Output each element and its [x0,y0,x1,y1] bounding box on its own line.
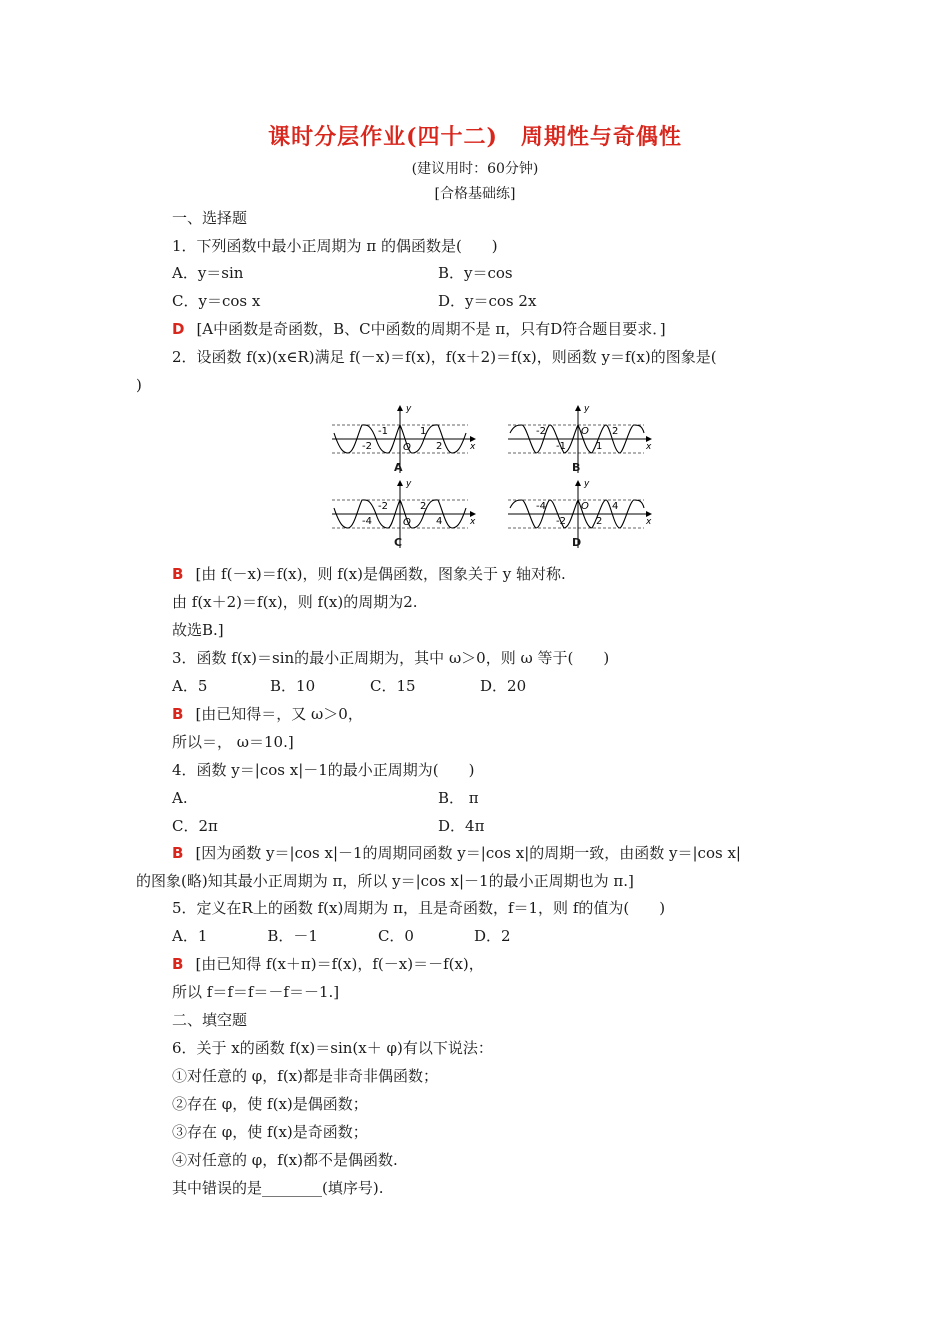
q1-option-b: B．y＝cos [438,264,513,282]
graph-a-origin: O [403,442,411,453]
q6-fill-blank: 其中错误的是________(填序号). [172,1179,384,1197]
graph-b-x-label: x [646,442,652,452]
q5-options: A．1 B．－1 C．0 D．2 [172,927,511,945]
graph-b-tick-1: -2 [536,426,546,437]
q5-answer: B [172,955,184,973]
q3-option-c: C．15 [370,677,416,695]
page-title: 课时分层作业(四十二) 周期性与奇偶性 [268,124,682,150]
q3-answer: B [172,705,184,723]
q4-answer: B [172,844,184,862]
q1-option-a: A．y＝sin [172,264,244,282]
graph-b-origin: O [581,426,589,437]
graph-b-tick-4: 1 [596,441,603,452]
q3-stem: 3．函数 f(x)＝sin的最小正周期为，其中 ω＞0，则 ω 等于( ) [172,649,610,667]
q6-statement-3: ③存在 φ，使 f(x)是奇函数； [172,1123,368,1141]
graph-c-y-label: y [406,479,412,489]
graph-c-tick-3: -4 [362,516,372,527]
q1-stem: 1．下列函数中最小正周期为 π 的偶函数是( ) [172,237,498,255]
q6-statement-1: ①对任意的 φ，f(x)都是非奇非偶函数； [172,1067,438,1085]
graph-a-y-label: y [406,404,412,414]
q1-option-d: D．y＝cos 2x [438,292,537,310]
q3-option-b: B．10 [270,677,316,695]
graph-option-b [506,403,656,482]
graph-a-caption: A [394,461,403,474]
graph-d-y-label: y [584,479,590,489]
graph-d-tick-2: 4 [612,501,619,512]
q3-solution [172,704,363,724]
q4-stem: 4．函数 y＝|cos x|－1的最小正周期为( ) [172,761,475,779]
graph-option-d [506,478,656,557]
q6-stem: 6．关于 x的函数 f(x)＝sin(x＋ φ)有以下说法： [172,1039,493,1057]
graph-c-tick-1: -2 [378,501,388,512]
graph-a-x-label: x [470,442,476,452]
q4-option-d: D．4π [438,817,485,835]
q1-explanation: [A中函数是奇函数，B、C中函数的周期不是 π，只有D符合题目要求．] [196,320,666,338]
q2-explanation-2: 由 f(x＋2)＝f(x)，则 f(x)的周期为2. [172,593,418,611]
q2-explanation-1: [由 f(－x)＝f(x)，则 f(x)是偶函数，图象关于 y 轴对称. [195,565,566,583]
section-tag: [合格基础练] [434,186,516,202]
graph-c-x-label: x [470,517,476,527]
q3-option-a: A．5 [172,677,208,695]
graph-option-a [330,403,480,482]
graph-d-tick-3: -2 [556,516,566,527]
graph-a-tick-4: 2 [436,441,443,452]
part-heading-choice: 一、选择题 [172,209,248,227]
q5-explanation-1: [由已知得 f(x＋π)＝f(x)，f(－x)＝－f(x)， [195,955,484,973]
q4-option-c: C．2π [172,817,218,835]
q3-explanation-2: 所以＝， ω＝10.] [172,733,294,751]
q4-option-b: B． π [438,789,479,807]
q3-explanation-1: [由已知得＝，又 ω＞0， [195,705,363,723]
graph-a-tick-2: 1 [420,426,427,437]
q1-solution [172,319,666,339]
graph-b-tick-3: -1 [556,441,566,452]
q1-answer: D [172,320,185,338]
graph-d-caption: D [572,536,582,549]
graph-c-tick-4: 4 [436,516,443,527]
q1-option-c: C．y＝cos x [172,292,261,310]
graph-d-tick-1: -4 [536,501,546,512]
graph-d-origin: O [581,501,589,512]
q5-solution [172,954,484,974]
graph-c-caption: C [394,536,403,549]
q3-option-d: D．20 [480,677,527,695]
q4-option-a: A. [172,789,188,807]
q2-explanation-3: 故选B.] [172,621,224,639]
graph-d-tick-4: 2 [596,516,603,527]
graph-c-tick-2: 2 [420,501,427,512]
q6-statement-4: ④对任意的 φ，f(x)都不是偶函数. [172,1151,398,1169]
q4-explanation-1: [因为函数 y＝|cos x|－1的周期同函数 y＝|cos x|的周期一致，由函数 y＝|cos x| [195,844,741,862]
graph-b-y-label: y [584,404,590,414]
q6-statement-2: ②存在 φ，使 f(x)是偶函数； [172,1095,368,1113]
graph-b-caption: B [572,461,581,474]
part-heading-fill: 二、填空题 [172,1011,248,1029]
q2-solution [172,564,566,584]
q2-stem-cont: ) [136,376,142,394]
graph-a-tick-1: -1 [378,426,388,437]
graph-option-c [330,478,480,557]
graph-c-origin: O [403,517,411,528]
time-note: (建议用时：60分钟) [411,161,539,177]
graph-b-tick-2: 2 [612,426,619,437]
q2-answer: B [172,565,184,583]
graph-a-tick-3: -2 [362,441,372,452]
q4-solution [172,843,741,863]
q5-stem: 5．定义在R上的函数 f(x)周期为 π，且是奇函数，f＝1，则 f的值为( ) [172,899,666,917]
q4-explanation-2: 的图象(略)知其最小正周期为 π，所以 y＝|cos x|－1的最小正周期也为 π.] [136,872,634,890]
graph-d-x-label: x [646,517,652,527]
q5-explanation-2: 所以 f＝f＝f＝－f＝－1.] [172,983,340,1001]
q2-stem: 2．设函数 f(x)(x∈R)满足 f(－x)＝f(x)，f(x＋2)＝f(x)，则函数 y＝f(x)的图象是( [172,348,717,366]
